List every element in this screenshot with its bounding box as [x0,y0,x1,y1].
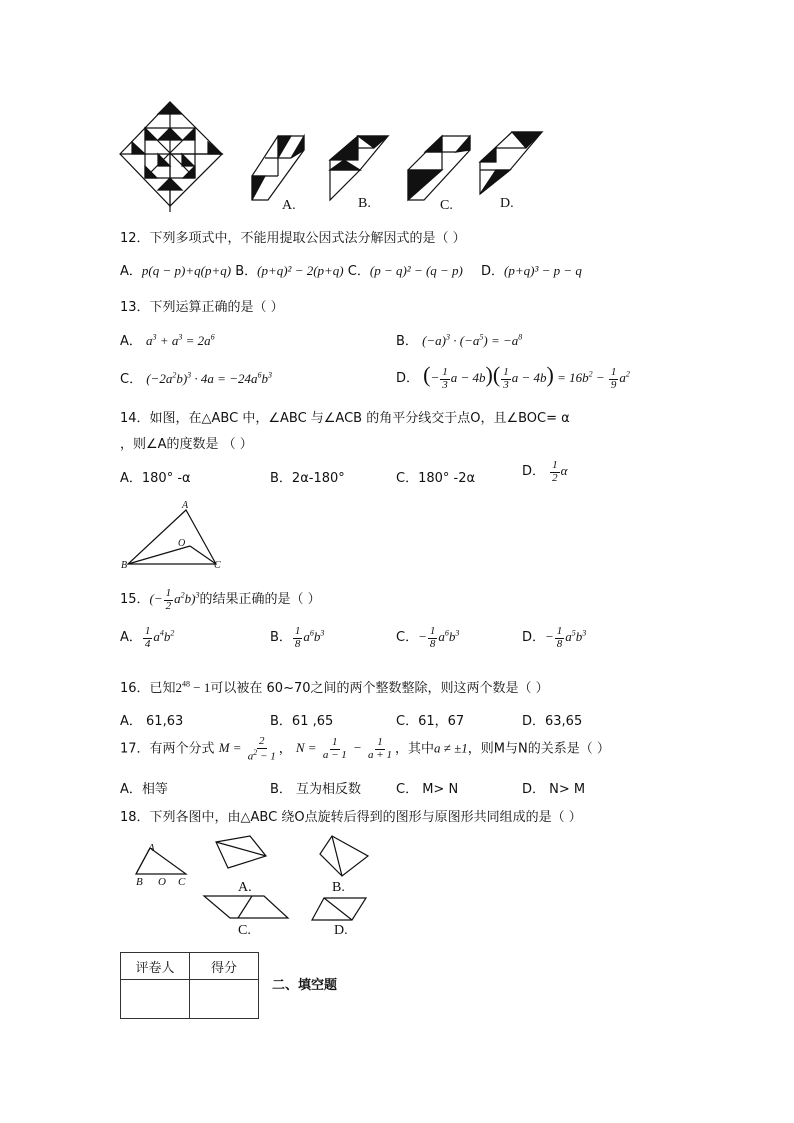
q12-expr-a: p(q − p)+q(p+q) [141,263,232,278]
q13-expr-b: $(-a)^3 \cdot (-a^5) = -a^8$ [422,332,523,348]
q18-stem: 18．下列各图中，由△ABC 绕O点旋转后得到的图形与原图形共同组成的是（ ） [120,810,582,825]
q17-opt-c: C． M> N [396,782,459,797]
fig11-label-b: B. [358,196,371,211]
q18-label-c: C. [238,923,251,938]
q15-expr-b: $\frac{1}{8}$ $a^6b^3$ [294,625,325,650]
q15-opt-d: D． [522,630,546,646]
q14-fig-label-b: B [121,560,128,571]
q15-expr-d: − $\frac{1}{8}$ $a^5b^3$ [545,625,587,650]
q15-number: 15． [120,592,150,608]
q15-opt-d-row [522,626,586,650]
q12-opt-d: D． [481,264,505,279]
q17-opt-b: B． 互为相反数 [270,782,362,797]
q15-opt-c-row [396,626,459,650]
q18-fig-label-o: O [158,876,166,888]
q17-stem-mid: ，其中 [394,741,434,757]
q13-opt-d: D． [396,371,420,386]
score-table-cell-grader [121,980,190,1019]
q18-fig-label-b: B [136,876,143,888]
q16-stem-pre: 16．已知 [120,681,176,696]
fig11-label-a: A. [282,198,296,213]
q13-opt-b: B． [396,334,418,349]
q15-opt-b-row [270,626,324,650]
q13-opt-a-row [120,330,215,349]
q13-opt-c: C． [120,372,143,387]
fig11-label-c: C. [440,198,453,213]
q13-opt-d-row [396,362,630,391]
q17-expr-n: N = $\frac{1}{a - 1}$ − $\frac{1}{a + 1}$ [295,736,392,761]
q13-opt-b-row [396,330,522,349]
q18-fig-label-c: C [178,876,186,888]
q15-expr-a: $\frac{1}{4}$ $a^4b^2$ [144,625,175,650]
q15-stem-tail: 的结果正确的是（ ） [199,592,321,608]
q15-expr-c: − $\frac{1}{8}$ $a^6b^3$ [418,625,460,650]
q17-stem-pre: 17．有两个分式 [120,741,215,757]
q16-expr: $2^{48} - 1$ [175,679,211,695]
q14-opt-c: C．180° -2α [396,471,476,486]
q16-opt-d: D．63,65 [522,714,583,729]
q16-opt-c: C．61，67 [396,714,465,729]
q15-opt-a-row [120,626,174,650]
q15-expr: (− $\frac{1}{2}$ $a^2b)^3$ [149,587,200,612]
q16-stem-post: 可以被在 60~70之间的两个整数整除，则这两个数是（ ） [210,681,549,696]
q14-fig-label-a: A [182,500,189,511]
q18-label-d: D. [334,923,348,938]
q14-stem-line2: ，则∠A的度数是 （ ） [120,437,253,452]
q16-opt-a: A． 61,63 [120,714,184,729]
q13-opt-c-row [120,368,272,387]
q15-opt-a: A． [120,630,142,646]
q12-expr-b: (p+q)² − 2(p+q) [257,263,344,278]
rotation-figures [128,832,398,928]
q17-condition: a ≠ ±1 [434,740,468,756]
q17-opt-d: D． N> M [522,782,586,797]
q12-opt-a: A． [120,264,142,279]
q13-expr-d: (− $\frac{1}{3}$ a − 4b)( $\frac{1}{3}$ $a - 4b) = 16b^2$ − $\frac{1}{9}$ $a^2$ [423,362,630,391]
pattern-figure [118,100,558,218]
q14-expr-d: $\frac{1}{2}$ α [552,459,568,484]
q16-stem-row [120,677,549,696]
q12-opt-c: C． [347,264,370,279]
q14-opt-a: A．180° -α [120,471,191,486]
q14-fig-label-o: O [178,538,186,549]
q18-fig-label-a: A [148,842,155,854]
score-table [120,952,259,1019]
q14-opt-d-row [522,460,567,484]
q16-opt-b: B．61 ,65 [270,714,334,729]
q18-label-a: A. [238,880,252,895]
section-title: 二、填空题 [272,978,338,993]
q17-expr-m: M = $\frac{2}{a^2 - 1}$ [218,735,276,763]
q15-stem-row [120,588,321,612]
q12-opt-b: B． [235,264,258,279]
q17-stem-row: 17．有两个分式 M = $\frac{2}{a^2 - 1}$ ， N = $\frac{1}{a - 1}$ − $\frac{1}{a + 1}$ ，其中a ≠ ±1，则M与N的关系是（ ） [120,735,610,763]
score-table-header-grader: 评卷人 [121,953,190,980]
q14-opt-b: B．2α-180° [270,471,345,486]
score-table-cell-score [190,980,259,1019]
q13-expr-c: $(-2a^2b)^3 \cdot 4a = -24a^6b^3$ [146,370,272,386]
q12-expr-c: (p − q)² − (q − p) [369,263,463,278]
fig11-label-d: D. [500,196,514,211]
q18-label-b: B. [332,880,345,895]
q14-opt-d: D． [522,464,546,480]
q12-expr-d: (p+q)³ − p − q [504,263,582,278]
q12-options [120,260,582,279]
q13-expr-a: $a^3 + a^3 = 2a^6$ [146,332,215,348]
q12-stem: 12．下列多项式中，不能用提取公因式法分解因式的是（ ） [120,231,466,246]
q17-stem-post: ，则M与N的关系是（ ） [467,741,610,757]
q15-opt-b: B． [270,630,292,646]
q17-opt-a: A．相等 [120,782,168,797]
q14-fig-label-c: C [214,560,221,571]
score-table-header-score: 得分 [190,953,259,980]
q14-stem-line1: 14．如图，在△ABC 中，∠ABC 与∠ACB 的角平分线交于点O，且∠BOC= α [120,411,570,426]
q13-stem: 13．下列运算正确的是（ ） [120,300,284,315]
q15-opt-c: C． [396,630,419,646]
q13-opt-a: A． [120,334,142,349]
